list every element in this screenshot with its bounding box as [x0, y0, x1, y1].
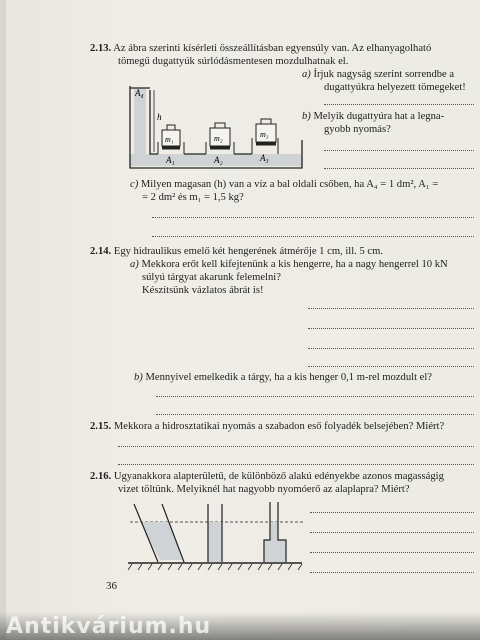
problem-2-13-b-line2: gyobb nyomás?: [324, 124, 391, 135]
answer-line: [308, 366, 474, 367]
answer-line: [324, 168, 474, 169]
answer-line: [308, 328, 474, 329]
subpart-label: c): [130, 179, 139, 190]
problem-2-13-a: [302, 68, 454, 81]
answer-line: [152, 236, 474, 237]
answer-line: [310, 572, 474, 573]
problem-2-14-line1: [90, 245, 383, 258]
subpart-label: a): [302, 69, 311, 80]
left-tube-water: [134, 88, 146, 158]
problem-2-13-a-line2: dugattyúkra helyezett tömegeket!: [324, 82, 466, 93]
problem-2-14-a-line3: Készítsünk vázlatos ábrát is!: [142, 285, 264, 296]
answer-line: [310, 552, 474, 553]
answer-line: [324, 150, 474, 151]
communicating-vessels-figure: [126, 82, 306, 174]
ground-hatching: [128, 564, 302, 570]
problem-2-13-c: [130, 178, 438, 191]
problem-number: 2.14.: [90, 246, 112, 257]
problem-2-16-line1: [90, 470, 444, 483]
answer-line: [310, 532, 474, 533]
answer-line: [118, 464, 474, 465]
problem-2-14-a: [130, 258, 448, 271]
problem-number: 2.13.: [90, 43, 112, 54]
subpart-label: a): [130, 259, 139, 270]
label-a4: A₄: [135, 88, 144, 98]
subpart-text: Milyen magasan (h) van a víz a bal oldali csőben, ha A₄ = 1 dm², A₁ =: [140, 179, 439, 190]
label-h: h: [157, 112, 162, 122]
answer-line: [308, 308, 474, 309]
problem-text: Mekkora a hidrosztatikai nyomás a szabadon eső folyadék belsejében? Miért?: [113, 421, 445, 432]
answer-line: [118, 446, 474, 447]
problem-2-13-line2: tömegű dugattyúk súrlódásmentesen mozdulhatnak el.: [118, 56, 349, 67]
answer-line: [156, 414, 474, 415]
subpart-label: b): [302, 111, 311, 122]
problem-2-13-c-line2: = 2 dm² és m₁ = 1,5 kg?: [142, 192, 244, 203]
answer-line: [308, 348, 474, 349]
problem-2-14-a-line2: súlyú tárgyat akarunk felemelni?: [142, 272, 281, 283]
answer-line: [324, 104, 474, 105]
page-number: 36: [106, 580, 117, 592]
subpart-text: Mennyivel emelkedik a tárgy, ha a kis henger 0,1 m-rel mozdult el?: [145, 372, 433, 383]
problem-2-14-b: [134, 371, 432, 384]
subpart-text: Mekkora erőt kell kifejtenünk a kis hengerre, ha a nagy hengerrel 10 kN: [141, 259, 448, 270]
label-a1: A₁: [166, 155, 175, 165]
problem-2-13-line1: [90, 42, 431, 55]
problem-text: Ugyanakkora alapterületű, de különböző alakú edényekbe azonos magasságig: [113, 471, 444, 482]
vessels-figure: [126, 500, 306, 572]
vessel3-water: [264, 540, 286, 562]
problem-2-16-line2: vizet töltünk. Melyiknél hat nagyobb nyomóerő az alaplapra? Miért?: [118, 484, 410, 495]
problem-2-13-b: [302, 110, 444, 123]
subpart-text: Írjuk nagyság szerint sorrendbe a: [313, 69, 455, 80]
vessel2-water: [208, 522, 222, 562]
problem-number: 2.15.: [90, 421, 112, 432]
watermark-banner: [0, 612, 480, 640]
answer-line: [152, 217, 474, 218]
answer-line: [156, 396, 474, 397]
problem-number: 2.16.: [90, 471, 112, 482]
problem-2-15-line1: [90, 420, 444, 433]
problem-text: Egy hidraulikus emelő két hengerének átmérője 1 cm, ill. 5 cm.: [113, 246, 384, 257]
book-page: [6, 0, 480, 640]
problem-text: Az ábra szerinti kísérleti összeállításban egyensúly van. Az elhanyagolható: [113, 43, 432, 54]
label-m3: m₃: [260, 130, 269, 139]
watermark-text: Antikvárium.hu: [6, 614, 212, 639]
subpart-text: Melyik dugattyúra hat a legna-: [313, 111, 445, 122]
label-a3: A₃: [260, 153, 269, 163]
label-m2: m₂: [214, 134, 223, 143]
label-m1: m₁: [165, 135, 174, 144]
subpart-label: b): [134, 372, 143, 383]
answer-line: [310, 512, 474, 513]
label-a2: A₂: [214, 155, 223, 165]
